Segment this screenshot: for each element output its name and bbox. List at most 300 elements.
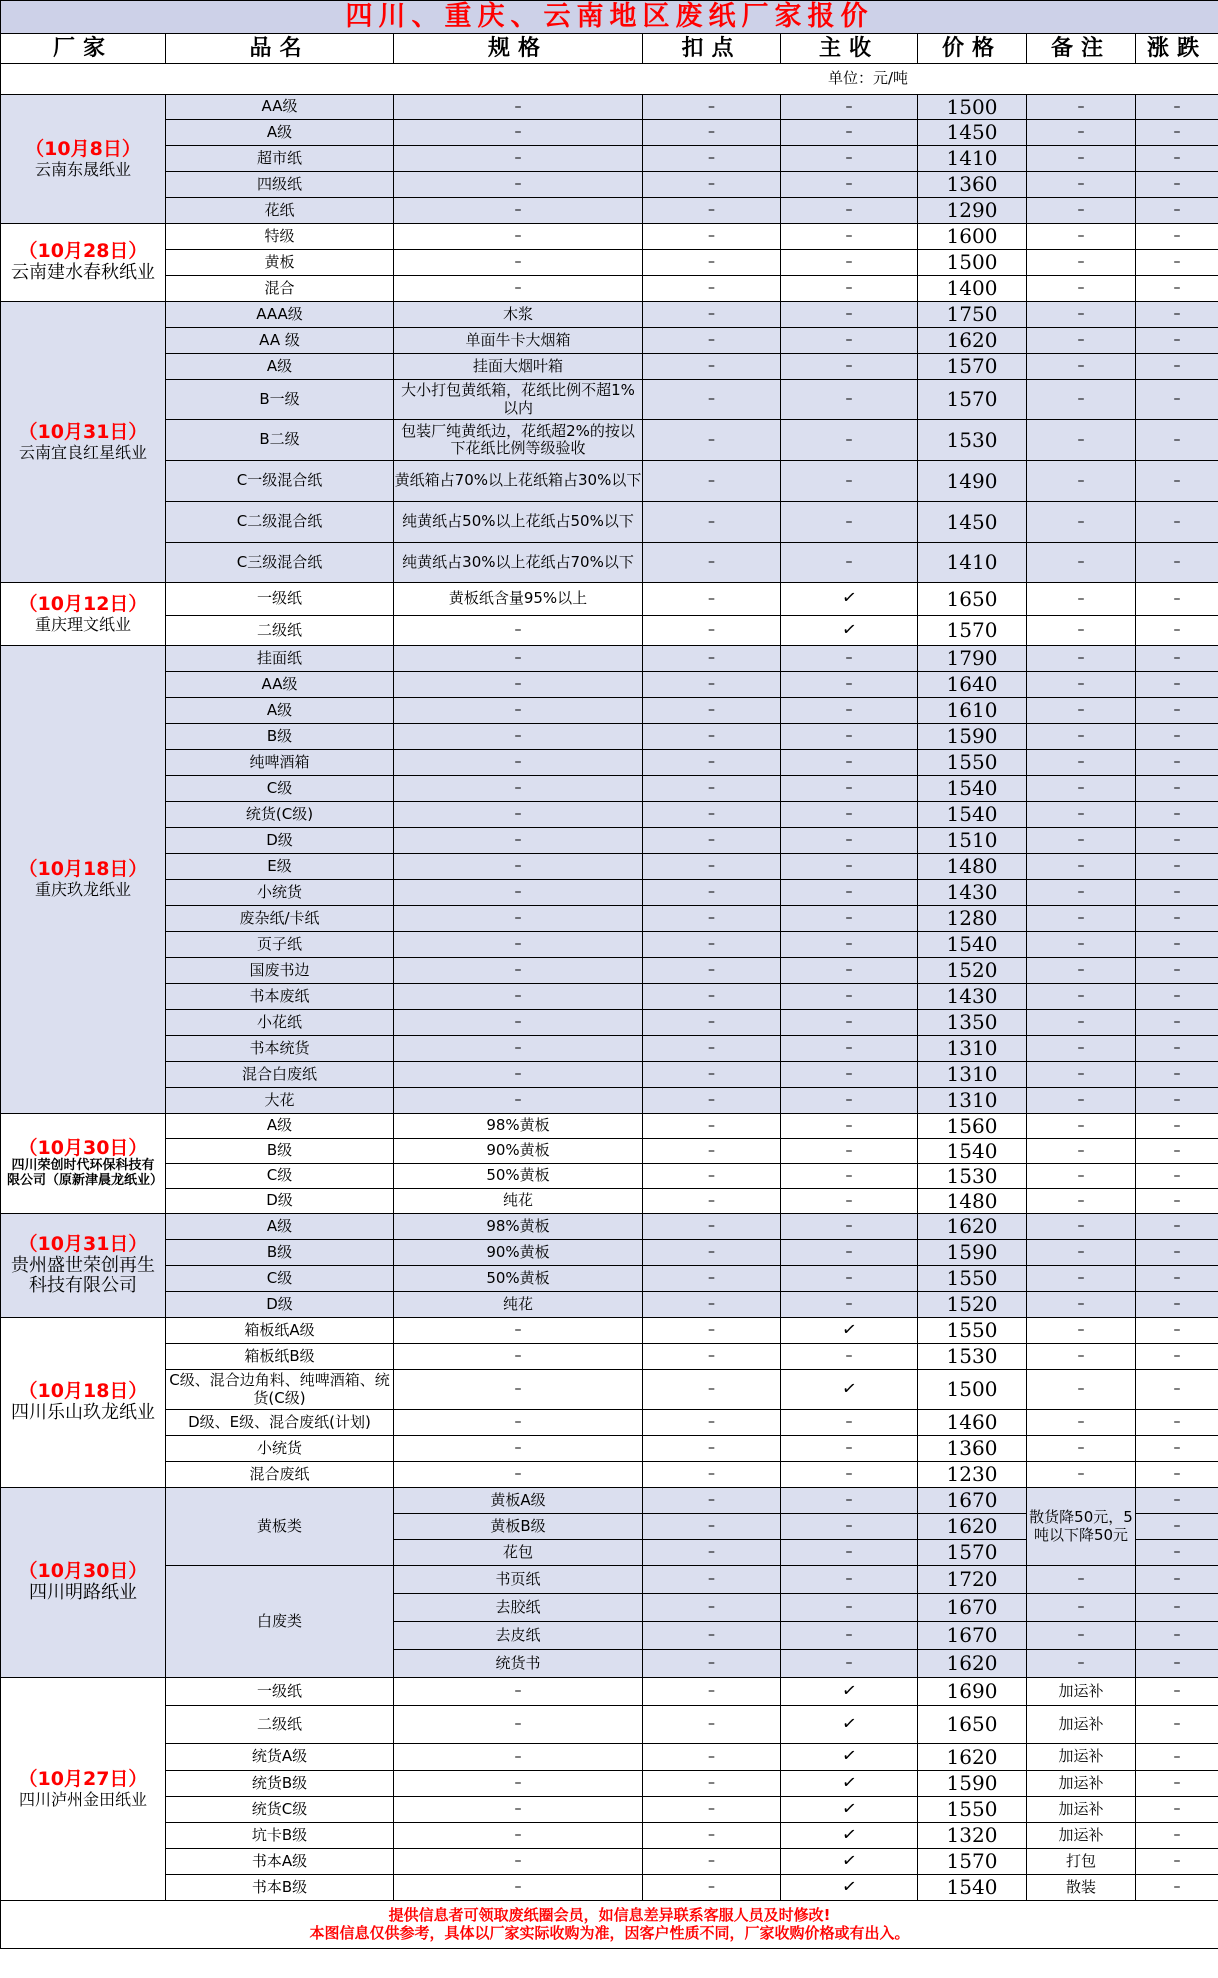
price-cell: 1670: [918, 1488, 1027, 1514]
price-cell: 1310: [918, 1062, 1027, 1088]
main-purchase-cell: –: [781, 1214, 918, 1240]
price-cell: 1400: [918, 276, 1027, 302]
spec-cell: 木浆: [394, 302, 643, 328]
remarks-cell: –: [1027, 1566, 1136, 1594]
product-name: 书本废纸: [166, 984, 394, 1010]
table-row: [1, 1062, 1218, 1088]
spec-cell: –: [394, 1706, 643, 1744]
main-purchase-cell: –: [781, 646, 918, 672]
price-cell: 1620: [918, 1214, 1027, 1240]
table-row: [1, 750, 1218, 776]
factory-date: （10月28日）: [18, 240, 148, 263]
deduction-cell: –: [643, 1462, 781, 1488]
deduction-cell: –: [643, 1088, 781, 1114]
check-icon: ✓: [840, 1797, 858, 1820]
header-factory: 厂家: [1, 34, 166, 64]
change-cell: –: [1136, 1436, 1218, 1462]
price-cell: 1230: [918, 1462, 1027, 1488]
main-purchase-cell: –: [781, 1292, 918, 1318]
change-cell: –: [1136, 1088, 1218, 1114]
table-row: [1, 172, 1218, 198]
change-cell: –: [1136, 1622, 1218, 1650]
table-row: [1, 95, 1218, 120]
product-name: 纯啤酒箱: [166, 750, 394, 776]
price-cell: 1620: [918, 328, 1027, 354]
price-cell: 1540: [918, 1875, 1027, 1901]
deduction-cell: –: [643, 328, 781, 354]
product-name: 混合废纸: [166, 1462, 394, 1488]
product-name: 挂面纸: [166, 646, 394, 672]
change-cell: –: [1136, 328, 1218, 354]
remarks-cell: –: [1027, 1436, 1136, 1462]
deduction-cell: –: [643, 1036, 781, 1062]
product-name: A级: [166, 1114, 394, 1139]
remarks-cell: –: [1027, 250, 1136, 276]
spec-cell: 单面牛卡大烟箱: [394, 328, 643, 354]
price-cell: 1640: [918, 672, 1027, 698]
change-cell: –: [1136, 543, 1218, 583]
deduction-cell: –: [643, 1062, 781, 1088]
product-name: E级: [166, 854, 394, 880]
deduction-cell: –: [643, 1114, 781, 1139]
product-name: 一级纸: [166, 583, 394, 616]
factory-cell: [1, 1114, 166, 1214]
product-name: 超市纸: [166, 146, 394, 172]
table-row: [1, 1462, 1218, 1488]
remarks-cell: –: [1027, 750, 1136, 776]
spec-cell: –: [394, 1370, 643, 1410]
price-cell: 1530: [918, 420, 1027, 461]
change-cell: –: [1136, 1214, 1218, 1240]
deduction-cell: –: [643, 802, 781, 828]
remarks-cell: 加运补: [1027, 1771, 1136, 1797]
main-purchase-cell: [781, 1797, 918, 1823]
table-row: [1, 146, 1218, 172]
remarks-cell: –: [1027, 854, 1136, 880]
factory-name: 四川乐山玖龙纸业: [11, 1402, 155, 1424]
remarks-cell: 散货降50元，5吨以下降50元: [1027, 1488, 1136, 1566]
price-cell: 1360: [918, 1436, 1027, 1462]
main-purchase-cell: [781, 583, 918, 616]
deduction-cell: –: [643, 172, 781, 198]
remarks-cell: –: [1027, 328, 1136, 354]
deduction-cell: –: [643, 224, 781, 250]
product-name: AA 级: [166, 328, 394, 354]
change-cell: –: [1136, 1594, 1218, 1622]
spec-cell: –: [394, 854, 643, 880]
product-name: 二级纸: [166, 616, 394, 646]
footer-row: [1, 1901, 1218, 1949]
factory-name: 重庆理文纸业: [34, 614, 131, 634]
spec-cell: 黄板B级: [394, 1514, 643, 1540]
product-name: D级、E级、混合废纸(计划): [166, 1410, 394, 1436]
remarks-cell: 加运补: [1027, 1744, 1136, 1771]
table-row: [1, 1266, 1218, 1292]
table-row: [1, 354, 1218, 380]
spec-cell: –: [394, 880, 643, 906]
spec-cell: –: [394, 172, 643, 198]
change-cell: –: [1136, 354, 1218, 380]
factory-name: 云南东晟纸业: [34, 159, 131, 179]
remarks-cell: 打包: [1027, 1849, 1136, 1875]
spec-cell: 花包: [394, 1540, 643, 1566]
main-purchase-cell: –: [781, 1488, 918, 1514]
remarks-cell: –: [1027, 880, 1136, 906]
check-icon: ✓: [840, 1875, 858, 1898]
deduction-cell: –: [643, 828, 781, 854]
table-row: [1, 120, 1218, 146]
deduction-cell: –: [643, 776, 781, 802]
table-row: [1, 1410, 1218, 1436]
price-cell: 1540: [918, 1139, 1027, 1164]
main-purchase-cell: [781, 1849, 918, 1875]
product-name: 书本B级: [166, 1875, 394, 1901]
factory-name: 重庆玖龙纸业: [34, 880, 131, 900]
change-cell: –: [1136, 1823, 1218, 1849]
table-row: [1, 776, 1218, 802]
change-cell: –: [1136, 1010, 1218, 1036]
main-purchase-cell: [781, 1318, 918, 1344]
main-purchase-cell: –: [781, 1266, 918, 1292]
spec-cell: 包装厂纯黄纸边，花纸超2%的按以下花纸比例等级验收: [394, 420, 643, 461]
factory-date: （10月30日）: [18, 1136, 148, 1159]
footer-note: [1, 1901, 1218, 1949]
change-cell: –: [1136, 1650, 1218, 1678]
spec-cell: 98%黄板: [394, 1114, 643, 1139]
check-icon: ✓: [840, 1745, 858, 1768]
main-purchase-cell: –: [781, 828, 918, 854]
deduction-cell: –: [643, 1650, 781, 1678]
table-row: [1, 646, 1218, 672]
spec-cell: –: [394, 1410, 643, 1436]
factory-cell: [1, 224, 166, 302]
main-purchase-cell: –: [781, 984, 918, 1010]
remarks-cell: –: [1027, 1266, 1136, 1292]
spec-cell: –: [394, 1344, 643, 1370]
spec-cell: –: [394, 276, 643, 302]
remarks-cell: –: [1027, 724, 1136, 750]
factory-date: （10月31日）: [18, 420, 148, 443]
table-row: [1, 461, 1218, 502]
main-purchase-cell: –: [781, 1088, 918, 1114]
deduction-cell: –: [643, 354, 781, 380]
deduction-cell: –: [643, 95, 781, 120]
product-name: B级: [166, 724, 394, 750]
price-cell: 1750: [918, 302, 1027, 328]
table-row: [1, 1436, 1218, 1462]
deduction-cell: –: [643, 1410, 781, 1436]
remarks-cell: –: [1027, 380, 1136, 420]
spec-cell: –: [394, 95, 643, 120]
factory-cell: [1, 1318, 166, 1488]
deduction-cell: –: [643, 646, 781, 672]
change-cell: –: [1136, 302, 1218, 328]
main-purchase-cell: [781, 1678, 918, 1706]
deduction-cell: –: [643, 1622, 781, 1650]
spec-cell: 纯花: [394, 1292, 643, 1318]
factory-date: （10月8日）: [25, 137, 141, 160]
spec-cell: –: [394, 646, 643, 672]
spec-cell: –: [394, 698, 643, 724]
remarks-cell: –: [1027, 1214, 1136, 1240]
remarks-cell: –: [1027, 302, 1136, 328]
main-purchase-cell: –: [781, 198, 918, 224]
deduction-cell: –: [643, 1436, 781, 1462]
deduction-cell: –: [643, 1678, 781, 1706]
remarks-cell: –: [1027, 1622, 1136, 1650]
price-cell: 1490: [918, 461, 1027, 502]
price-cell: 1570: [918, 1849, 1027, 1875]
table-row: [1, 984, 1218, 1010]
check-icon: ✓: [840, 1318, 858, 1341]
deduction-cell: –: [643, 1266, 781, 1292]
product-name: B一级: [166, 380, 394, 420]
spec-cell: –: [394, 1797, 643, 1823]
spec-cell: –: [394, 828, 643, 854]
product-name: D级: [166, 828, 394, 854]
product-name: 页子纸: [166, 932, 394, 958]
table-row: [1, 502, 1218, 543]
main-purchase-cell: [781, 1771, 918, 1797]
spec-cell: 纯黄纸占30%以上花纸占70%以下: [394, 543, 643, 583]
deduction-cell: –: [643, 1566, 781, 1594]
table-row: [1, 1240, 1218, 1266]
table-row: [1, 583, 1218, 616]
factory-date: （10月27日）: [18, 1767, 148, 1790]
price-cell: 1590: [918, 724, 1027, 750]
price-cell: 1590: [918, 1240, 1027, 1266]
table-row: [1, 802, 1218, 828]
table-row: [1, 1744, 1218, 1771]
change-cell: –: [1136, 854, 1218, 880]
factory-date: （10月12日）: [18, 592, 148, 615]
product-name: C级: [166, 776, 394, 802]
spec-cell: 98%黄板: [394, 1214, 643, 1240]
table-row: [1, 672, 1218, 698]
product-name: 书本统货: [166, 1036, 394, 1062]
deduction-cell: –: [643, 583, 781, 616]
change-cell: –: [1136, 380, 1218, 420]
change-cell: –: [1136, 1488, 1218, 1514]
change-cell: –: [1136, 1266, 1218, 1292]
deduction-cell: –: [643, 1344, 781, 1370]
change-cell: –: [1136, 1875, 1218, 1901]
change-cell: –: [1136, 932, 1218, 958]
deduction-cell: –: [643, 880, 781, 906]
deduction-cell: –: [643, 302, 781, 328]
price-cell: 1520: [918, 1292, 1027, 1318]
product-name: 大花: [166, 1088, 394, 1114]
spec-cell: –: [394, 672, 643, 698]
remarks-cell: –: [1027, 1062, 1136, 1088]
remarks-cell: –: [1027, 646, 1136, 672]
price-cell: 1570: [918, 1540, 1027, 1566]
spec-cell: 纯黄纸占50%以上花纸占50%以下: [394, 502, 643, 543]
table-row: [1, 1214, 1218, 1240]
factory-date: （10月31日）: [18, 1232, 148, 1255]
product-name: A级: [166, 120, 394, 146]
deduction-cell: –: [643, 1514, 781, 1540]
table-row: [1, 1849, 1218, 1875]
table-row: [1, 698, 1218, 724]
price-cell: 1650: [918, 583, 1027, 616]
factory-cell: [1, 302, 166, 583]
page-title: 四川、重庆、云南地区废纸厂家报价: [1, 1, 1218, 34]
change-cell: –: [1136, 1540, 1218, 1566]
table-row: [1, 328, 1218, 354]
price-cell: 1670: [918, 1622, 1027, 1650]
table-row: [1, 1823, 1218, 1849]
main-purchase-cell: –: [781, 354, 918, 380]
product-name: C二级混合纸: [166, 502, 394, 543]
main-purchase-cell: –: [781, 461, 918, 502]
factory-date: （10月30日）: [18, 1560, 148, 1583]
product-name: 黄板: [166, 250, 394, 276]
change-cell: –: [1136, 95, 1218, 120]
main-purchase-cell: –: [781, 750, 918, 776]
main-purchase-cell: –: [781, 1114, 918, 1139]
spec-cell: –: [394, 932, 643, 958]
change-cell: –: [1136, 1036, 1218, 1062]
change-cell: –: [1136, 1706, 1218, 1744]
spec-cell: –: [394, 776, 643, 802]
deduction-cell: –: [643, 724, 781, 750]
deduction-cell: –: [643, 906, 781, 932]
remarks-cell: –: [1027, 1114, 1136, 1139]
main-purchase-cell: –: [781, 420, 918, 461]
remarks-cell: –: [1027, 828, 1136, 854]
main-purchase-cell: –: [781, 672, 918, 698]
price-cell: 1480: [918, 1189, 1027, 1214]
main-purchase-cell: –: [781, 1344, 918, 1370]
spec-cell: –: [394, 724, 643, 750]
header-price: 价格: [918, 34, 1027, 64]
price-cell: 1570: [918, 354, 1027, 380]
deduction-cell: –: [643, 1240, 781, 1266]
price-cell: 1620: [918, 1514, 1027, 1540]
deduction-cell: –: [643, 502, 781, 543]
product-name: D级: [166, 1189, 394, 1214]
footer-line: 提供信息者可领取废纸圈会员，如信息差异联系客服人员及时修改!: [388, 1906, 831, 1925]
deduction-cell: –: [643, 1875, 781, 1901]
product-name: B级: [166, 1139, 394, 1164]
spec-cell: 50%黄板: [394, 1164, 643, 1189]
change-cell: –: [1136, 984, 1218, 1010]
change-cell: –: [1136, 646, 1218, 672]
table-row: [1, 932, 1218, 958]
table-row: [1, 198, 1218, 224]
product-name: 二级纸: [166, 1706, 394, 1744]
factory-cell: [1, 1214, 166, 1318]
remarks-cell: –: [1027, 698, 1136, 724]
table-row: [1, 958, 1218, 984]
remarks-cell: –: [1027, 1088, 1136, 1114]
check-icon: ✓: [840, 1712, 858, 1735]
main-purchase-cell: –: [781, 224, 918, 250]
table-row: [1, 854, 1218, 880]
change-cell: –: [1136, 1114, 1218, 1139]
main-purchase-cell: –: [781, 1514, 918, 1540]
main-purchase-cell: –: [781, 776, 918, 802]
deduction-cell: –: [643, 1189, 781, 1214]
remarks-cell: –: [1027, 1370, 1136, 1410]
price-cell: 1450: [918, 502, 1027, 543]
price-cell: 1530: [918, 1344, 1027, 1370]
price-cell: 1650: [918, 1706, 1027, 1744]
change-cell: –: [1136, 1744, 1218, 1771]
main-purchase-cell: –: [781, 724, 918, 750]
main-purchase-cell: –: [781, 1139, 918, 1164]
price-cell: 1570: [918, 380, 1027, 420]
spec-cell: –: [394, 1823, 643, 1849]
change-cell: –: [1136, 958, 1218, 984]
table-row: [1, 380, 1218, 420]
deduction-cell: –: [643, 616, 781, 646]
remarks-cell: –: [1027, 354, 1136, 380]
table-row: [1, 1566, 1218, 1594]
price-cell: 1560: [918, 1114, 1027, 1139]
change-cell: –: [1136, 120, 1218, 146]
product-name: 混合白废纸: [166, 1062, 394, 1088]
main-purchase-cell: –: [781, 172, 918, 198]
spec-cell: 50%黄板: [394, 1266, 643, 1292]
main-purchase-cell: –: [781, 502, 918, 543]
price-cell: 1550: [918, 1266, 1027, 1292]
remarks-cell: –: [1027, 906, 1136, 932]
product-name: B二级: [166, 420, 394, 461]
table-row: [1, 1875, 1218, 1901]
price-cell: 1540: [918, 776, 1027, 802]
price-cell: 1620: [918, 1650, 1027, 1678]
product-name: A级: [166, 354, 394, 380]
remarks-cell: –: [1027, 1010, 1136, 1036]
change-cell: –: [1136, 420, 1218, 461]
main-purchase-cell: –: [781, 958, 918, 984]
main-purchase-cell: –: [781, 880, 918, 906]
change-cell: –: [1136, 198, 1218, 224]
change-cell: –: [1136, 146, 1218, 172]
price-cell: 1280: [918, 906, 1027, 932]
change-cell: –: [1136, 1240, 1218, 1266]
price-cell: 1670: [918, 1594, 1027, 1622]
price-cell: 1530: [918, 1164, 1027, 1189]
table-row: [1, 1088, 1218, 1114]
spec-cell: 90%黄板: [394, 1139, 643, 1164]
product-category: 白废类: [166, 1566, 394, 1678]
remarks-cell: –: [1027, 583, 1136, 616]
table-row: [1, 880, 1218, 906]
spec-cell: –: [394, 1436, 643, 1462]
main-purchase-cell: –: [781, 854, 918, 880]
table-row: [1, 302, 1218, 328]
table-row: [1, 276, 1218, 302]
footer-line: 本图信息仅供参考，具体以厂家实际收购为准，因客户性质不同，厂家收购价格或有出入。: [309, 1923, 910, 1942]
change-cell: –: [1136, 616, 1218, 646]
remarks-cell: –: [1027, 146, 1136, 172]
change-cell: –: [1136, 1849, 1218, 1875]
deduction-cell: –: [643, 1292, 781, 1318]
deduction-cell: –: [643, 932, 781, 958]
change-cell: –: [1136, 1514, 1218, 1540]
factory-name: 贵州盛世荣创再生科技有限公司: [11, 1254, 155, 1297]
remarks-cell: 加运补: [1027, 1823, 1136, 1849]
change-cell: –: [1136, 1462, 1218, 1488]
change-cell: –: [1136, 1062, 1218, 1088]
check-icon: ✓: [840, 1377, 858, 1400]
factory-date: （10月18日）: [18, 858, 148, 881]
remarks-cell: –: [1027, 224, 1136, 250]
table-row: [1, 1344, 1218, 1370]
